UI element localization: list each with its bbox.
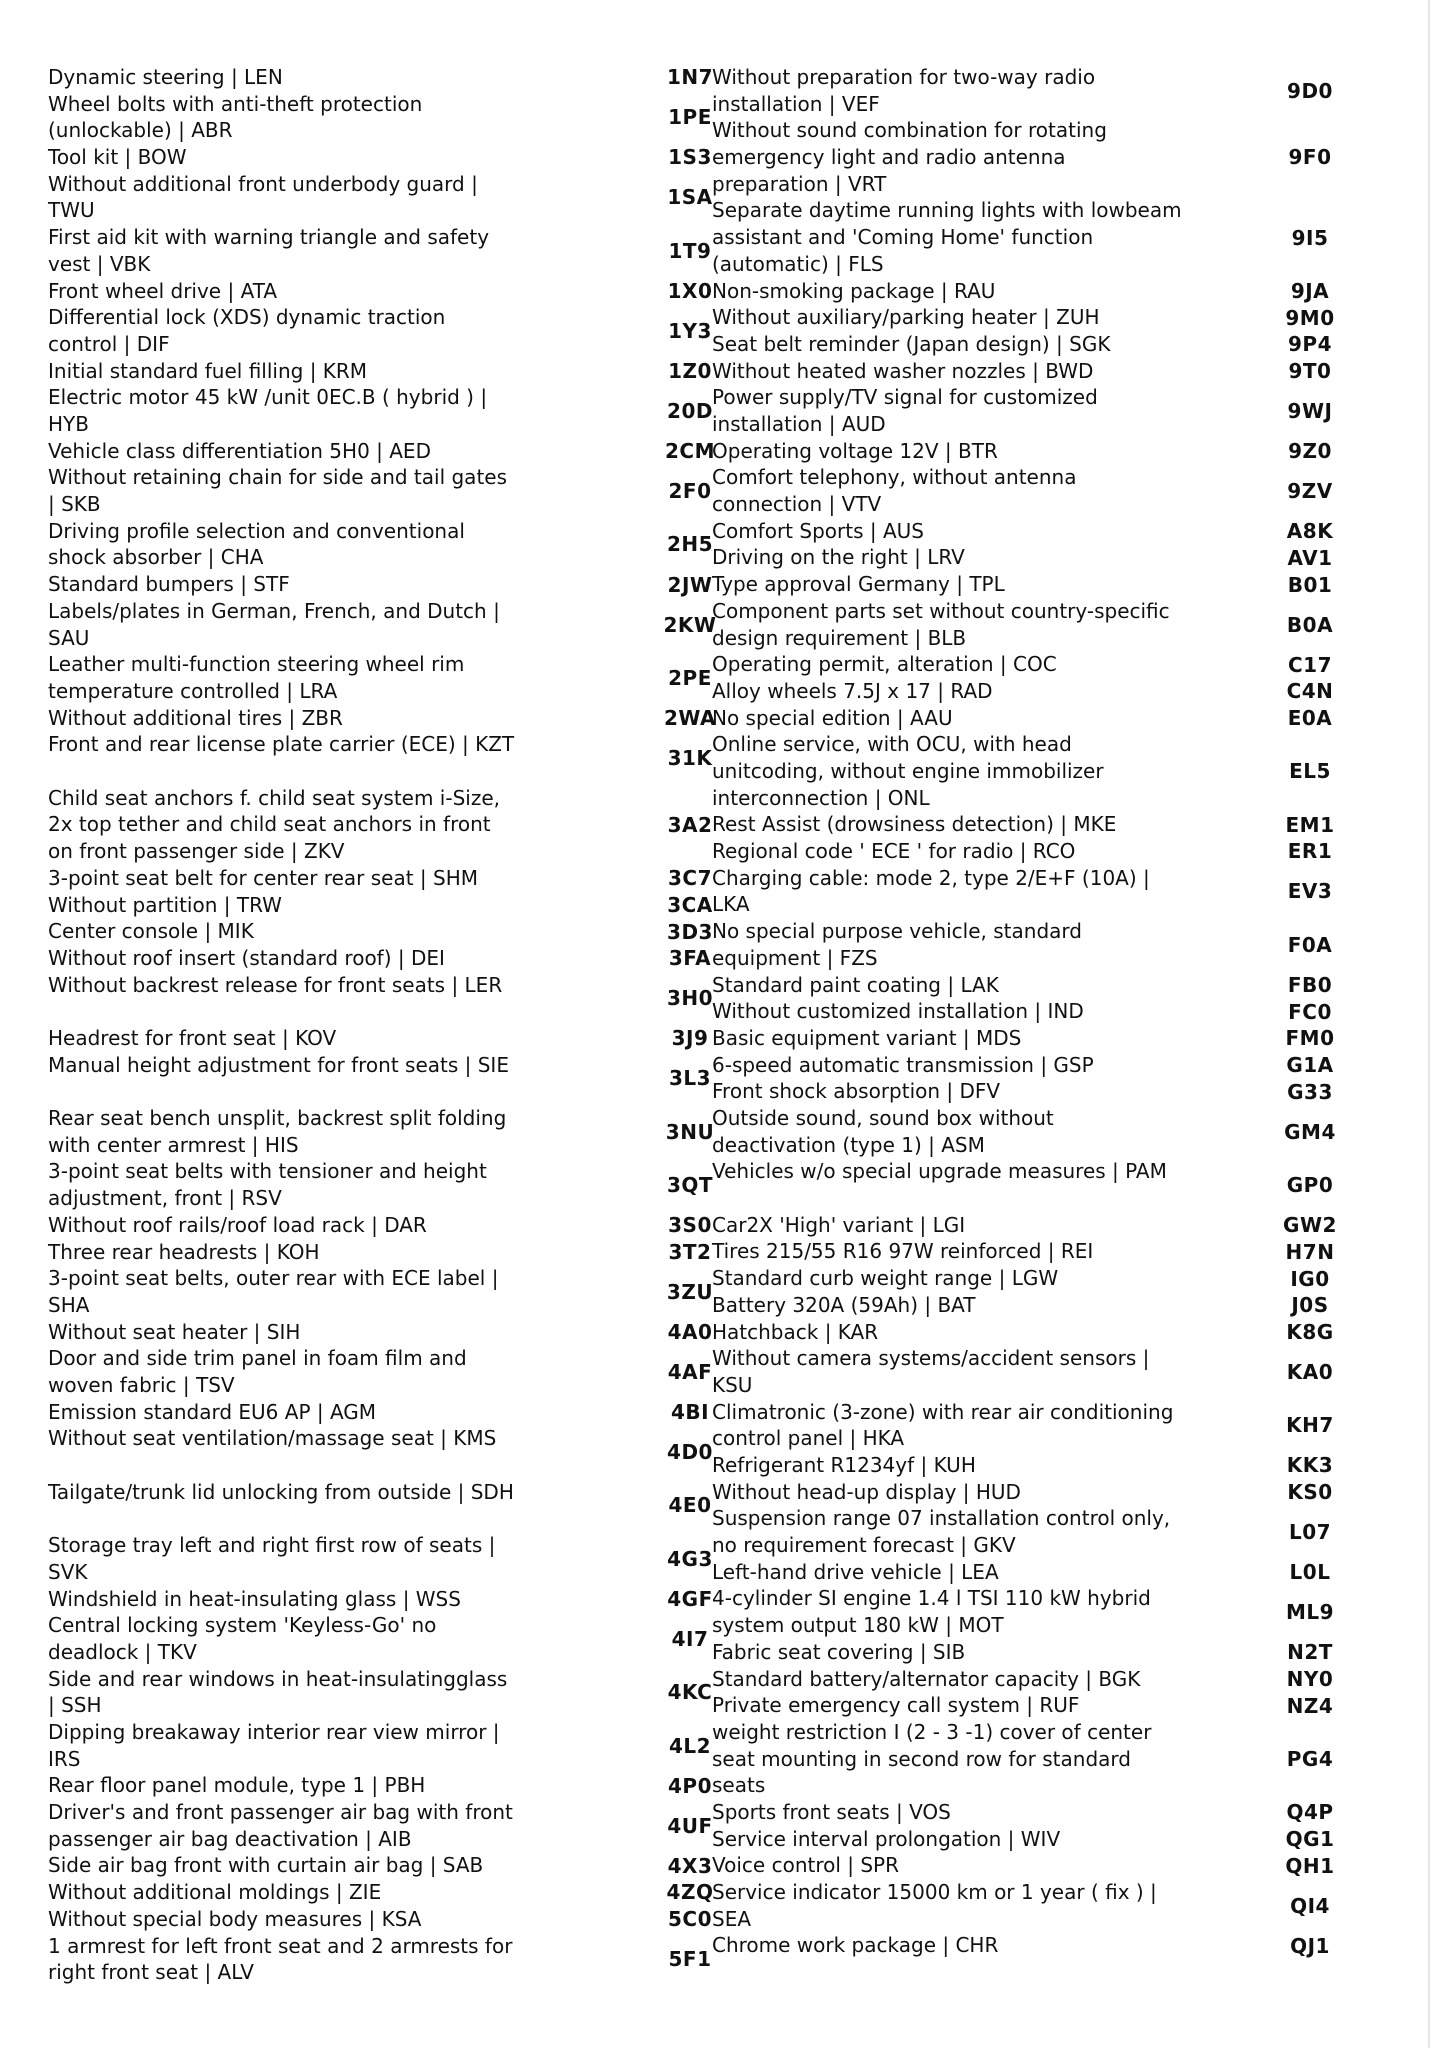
option-code: 31K bbox=[667, 746, 713, 771]
equipment-row bbox=[48, 1212, 712, 1239]
equipment-row bbox=[712, 1292, 1352, 1319]
equipment-description: Seat belt reminder (Japan design) | SGK bbox=[712, 331, 1111, 356]
equipment-description: Comfort Sports | AUS bbox=[712, 518, 924, 543]
option-code: 4UF bbox=[667, 1813, 713, 1838]
option-code: KK3 bbox=[1286, 1453, 1334, 1478]
equipment-row bbox=[48, 1799, 713, 1852]
equipment-row bbox=[48, 945, 712, 972]
equipment-row bbox=[712, 1932, 1352, 1959]
option-code: 9M0 bbox=[1285, 305, 1335, 330]
option-code: 3L3 bbox=[668, 1066, 712, 1091]
equipment-row bbox=[48, 358, 712, 385]
option-code: C4N bbox=[1286, 679, 1334, 704]
equipment-row bbox=[48, 1479, 712, 1532]
equipment-description: Outside sound, sound box without deactivation (type 1) | ASM bbox=[712, 1106, 1054, 1157]
option-code: 9WJ bbox=[1287, 399, 1333, 424]
option-code: 2WA bbox=[663, 705, 717, 730]
equipment-description: Driving profile selection and conventional shock absorber | CHA bbox=[48, 518, 465, 570]
equipment-row bbox=[48, 1772, 712, 1799]
option-code: 2H5 bbox=[666, 532, 714, 557]
equipment-row bbox=[48, 1612, 709, 1665]
option-code: 4I7 bbox=[671, 1626, 709, 1651]
equipment-row bbox=[712, 358, 1352, 385]
equipment-row bbox=[712, 1452, 1352, 1479]
option-code: 4GF bbox=[667, 1586, 713, 1611]
equipment-description: Electric motor 45 kW /unit 0EC.B ( hybrid ) | HYB bbox=[48, 385, 488, 437]
equipment-row bbox=[712, 1238, 1352, 1265]
option-code: 1Z0 bbox=[668, 358, 712, 383]
equipment-description: No special purpose vehicle, standard equipment | FZS bbox=[712, 919, 1082, 970]
equipment-description: Basic equipment variant | MDS bbox=[712, 1025, 1022, 1050]
option-code: 9Z0 bbox=[1288, 439, 1332, 464]
equipment-description: Driving on the right | LRV bbox=[712, 545, 965, 570]
option-code: 1PE bbox=[668, 105, 712, 130]
equipment-row bbox=[712, 838, 1352, 865]
equipment-description: Side and rear windows in heat-insulatingglass | SSH bbox=[48, 1666, 508, 1718]
option-code: GP0 bbox=[1286, 1173, 1334, 1198]
equipment-row bbox=[712, 1666, 1352, 1693]
equipment-description: Without sound combination for rotating emergency light and radio antenna preparation | VRT bbox=[712, 118, 1107, 196]
equipment-row bbox=[712, 1719, 1352, 1799]
equipment-description: Chrome work package | CHR bbox=[712, 1933, 999, 1958]
equipment-row bbox=[48, 918, 713, 945]
equipment-row bbox=[712, 865, 1352, 918]
equipment-description: 6-speed automatic transmission | GSP bbox=[712, 1052, 1094, 1077]
equipment-row bbox=[712, 304, 1352, 331]
option-code: 4E0 bbox=[668, 1493, 712, 1518]
option-code: GM4 bbox=[1284, 1119, 1336, 1144]
option-code: 4KC bbox=[667, 1680, 713, 1705]
equipment-description: First aid kit with warning triangle and safety vest | VBK bbox=[48, 225, 490, 276]
equipment-description: Without preparation for two-way radio installation | VEF bbox=[712, 65, 1096, 116]
equipment-description: Rest Assist (drowsiness detection) | MKE bbox=[712, 812, 1117, 837]
option-code: 2JW bbox=[667, 572, 713, 597]
equipment-row bbox=[712, 331, 1352, 358]
option-code: 1S3 bbox=[668, 145, 712, 170]
equipment-row bbox=[48, 438, 715, 465]
option-code: 3FA bbox=[668, 946, 712, 971]
equipment-row bbox=[712, 1052, 1352, 1079]
option-code: EL5 bbox=[1289, 759, 1331, 784]
equipment-description: Child seat anchors f. child seat system i-Size, 2x top tether and child seat anchors in front on front passenger side | ZKV bbox=[48, 785, 500, 864]
equipment-row bbox=[48, 1906, 712, 1933]
scan-edge-line bbox=[1428, 0, 1430, 2048]
equipment-row bbox=[712, 1826, 1352, 1853]
equipment-description: Without additional front underbody guard | TWU bbox=[48, 171, 478, 223]
equipment-description: Without head-up display | HUD bbox=[712, 1479, 1021, 1504]
equipment-row bbox=[48, 1666, 713, 1719]
option-code: 9JA bbox=[1290, 278, 1330, 303]
equipment-description: Leather multi-function steering wheel rim temperature controlled | LRA bbox=[48, 652, 465, 703]
equipment-description: 4-cylinder SI engine 1.4 l TSI 110 kW hybrid system output 180 kW | MOT bbox=[712, 1586, 1151, 1638]
equipment-row bbox=[48, 144, 712, 171]
equipment-description: 3-point seat belts with tensioner and height adjustment, front | RSV bbox=[48, 1159, 487, 1211]
equipment-description: Operating permit, alteration | COC bbox=[712, 652, 1057, 677]
equipment-description: Standard battery/alternator capacity | BGK bbox=[712, 1666, 1141, 1691]
equipment-description: Comfort telephony, without antenna connection | VTV bbox=[712, 465, 1077, 517]
equipment-description: Front shock absorption | DFV bbox=[712, 1079, 1001, 1104]
equipment-description: Side air bag front with curtain air bag | SAB bbox=[48, 1853, 484, 1878]
equipment-description: Windshield in heat-insulating glass | WSS bbox=[48, 1586, 461, 1611]
equipment-description: Separate daytime running lights with lowbeam assistant and 'Coming Home' function (automatic) | FLS bbox=[712, 198, 1182, 276]
option-code: 3S0 bbox=[668, 1213, 712, 1238]
equipment-row bbox=[48, 1399, 710, 1426]
option-code: H7N bbox=[1285, 1239, 1335, 1264]
equipment-row bbox=[712, 1158, 1352, 1211]
equipment-description: Without roof rails/roof load rack | DAR bbox=[48, 1212, 427, 1237]
option-code: B0A bbox=[1286, 612, 1334, 637]
option-code: AV1 bbox=[1287, 545, 1333, 570]
option-code: L07 bbox=[1288, 1520, 1332, 1545]
equipment-description: Door and side trim panel in foam film and woven fabric | TSV bbox=[48, 1346, 467, 1397]
equipment-description: Private emergency call system | RUF bbox=[712, 1693, 1080, 1718]
equipment-description: Tailgate/trunk lid unlocking from outside | SDH bbox=[48, 1479, 514, 1504]
option-code: KA0 bbox=[1286, 1359, 1334, 1384]
equipment-description: Non-smoking package | RAU bbox=[712, 278, 996, 303]
option-code: 9I5 bbox=[1291, 225, 1329, 250]
option-code: 3D3 bbox=[667, 919, 713, 944]
equipment-description: Alloy wheels 7.5J x 17 | RAD bbox=[712, 678, 993, 703]
option-code: 3J9 bbox=[671, 1026, 709, 1051]
equipment-description: 1 armrest for left front seat and 2 armrests for right front seat | ALV bbox=[48, 1933, 513, 1985]
option-code: Q4P bbox=[1286, 1800, 1334, 1825]
equipment-description: Without special body measures | KSA bbox=[48, 1906, 422, 1931]
equipment-description: Left-hand drive vehicle | LEA bbox=[712, 1559, 999, 1584]
equipment-description: Regional code ' ECE ' for radio | RCO bbox=[712, 839, 1076, 864]
option-code: G33 bbox=[1287, 1079, 1333, 1104]
option-code: 3ZU bbox=[666, 1279, 714, 1304]
option-code: 9F0 bbox=[1288, 145, 1332, 170]
equipment-description: Front and rear license plate carrier (ECE) | KZT bbox=[48, 732, 515, 757]
equipment-row bbox=[712, 1399, 1352, 1452]
option-code: EV3 bbox=[1287, 879, 1333, 904]
equipment-row bbox=[712, 972, 1352, 999]
option-code: 2KW bbox=[663, 612, 717, 637]
option-code: QG1 bbox=[1285, 1827, 1335, 1852]
option-code: FC0 bbox=[1288, 999, 1332, 1024]
option-code: ER1 bbox=[1287, 839, 1333, 864]
option-code: 3H0 bbox=[666, 986, 714, 1011]
equipment-description: Without roof insert (standard roof) | DEI bbox=[48, 945, 445, 970]
equipment-row bbox=[48, 464, 712, 517]
equipment-description: Emission standard EU6 AP | AGM bbox=[48, 1399, 377, 1424]
equipment-row bbox=[712, 651, 1352, 678]
option-code: 9ZV bbox=[1287, 479, 1333, 504]
option-code: 4G3 bbox=[667, 1546, 713, 1571]
equipment-description: Without customized installation | IND bbox=[712, 999, 1084, 1024]
equipment-description: Vehicles w/o special upgrade measures | PAM bbox=[712, 1159, 1167, 1184]
option-code: 20D bbox=[667, 399, 713, 423]
equipment-row bbox=[48, 1933, 712, 1986]
equipment-row bbox=[48, 224, 712, 277]
equipment-row bbox=[48, 865, 712, 892]
equipment-description: Rear floor panel module, type 1 | PBH bbox=[48, 1773, 426, 1798]
equipment-row bbox=[48, 1879, 714, 1906]
equipment-row bbox=[48, 892, 713, 919]
equipment-row bbox=[712, 1479, 1352, 1506]
option-code: 2CM bbox=[665, 439, 715, 464]
equipment-description: Without auxiliary/parking heater | ZUH bbox=[712, 305, 1100, 330]
equipment-list-left bbox=[48, 64, 717, 1986]
equipment-description: Climatronic (3-zone) with rear air conditioning control panel | HKA bbox=[712, 1399, 1174, 1451]
option-code: N2T bbox=[1287, 1640, 1333, 1665]
option-code: IG0 bbox=[1290, 1266, 1330, 1291]
option-code: NY0 bbox=[1286, 1666, 1334, 1691]
option-code: 5F1 bbox=[668, 1947, 712, 1972]
option-code: 3T2 bbox=[668, 1239, 712, 1264]
equipment-row bbox=[48, 1532, 713, 1585]
option-code: 1X0 bbox=[667, 278, 713, 303]
equipment-list-right bbox=[712, 64, 1352, 1959]
equipment-description: Manual height adjustment for front seats | SIE bbox=[48, 1052, 509, 1077]
option-code: 3QT bbox=[666, 1173, 714, 1198]
equipment-row bbox=[712, 438, 1352, 465]
equipment-row bbox=[48, 1425, 713, 1478]
option-code: C17 bbox=[1287, 652, 1332, 677]
option-code: QI4 bbox=[1290, 1893, 1330, 1918]
equipment-description: Front wheel drive | ATA bbox=[48, 278, 278, 303]
equipment-row bbox=[712, 731, 1352, 811]
equipment-row bbox=[712, 1078, 1352, 1105]
equipment-row bbox=[48, 785, 713, 865]
equipment-row bbox=[48, 304, 712, 357]
equipment-description: Wheel bolts with anti-theft protection (unlockable) | ABR bbox=[48, 91, 423, 143]
equipment-description: Service indicator 15000 km or 1 year ( fix ) | SEA bbox=[712, 1880, 1157, 1931]
equipment-description: Operating voltage 12V | BTR bbox=[712, 438, 998, 463]
equipment-description: weight restriction I (2 - 3 -1) cover of center seat mounting in second row for standard seats bbox=[712, 1719, 1152, 1798]
equipment-description: Tool kit | BOW bbox=[48, 145, 187, 170]
option-code: B01 bbox=[1287, 572, 1333, 597]
equipment-description: Suspension range 07 installation control only, no requirement forecast | GKV bbox=[712, 1506, 1171, 1558]
equipment-row bbox=[48, 1052, 712, 1105]
option-code: J0S bbox=[1291, 1293, 1329, 1318]
equipment-description: Standard bumpers | STF bbox=[48, 572, 290, 597]
option-code: A8K bbox=[1286, 519, 1334, 544]
equipment-description: No special edition | AAU bbox=[712, 705, 953, 730]
equipment-description: Without partition | TRW bbox=[48, 892, 282, 917]
option-code: FB0 bbox=[1287, 972, 1333, 997]
equipment-row bbox=[48, 1345, 713, 1398]
equipment-row bbox=[48, 1586, 713, 1613]
equipment-row bbox=[48, 1265, 714, 1318]
equipment-row bbox=[712, 64, 1352, 117]
equipment-row bbox=[48, 651, 712, 704]
equipment-description: Three rear headrests | KOH bbox=[48, 1239, 320, 1264]
option-code: 1T9 bbox=[668, 238, 712, 263]
equipment-description: Without seat heater | SIH bbox=[48, 1319, 301, 1344]
option-code: L0L bbox=[1289, 1560, 1331, 1585]
equipment-description: Vehicle class differentiation 5H0 | AED bbox=[48, 438, 431, 463]
equipment-row bbox=[48, 1319, 713, 1346]
equipment-description: Driver's and front passenger air bag with front passenger air bag deactivation | AIB bbox=[48, 1800, 513, 1851]
equipment-row bbox=[48, 705, 717, 732]
equipment-row bbox=[712, 1879, 1352, 1932]
equipment-row bbox=[712, 544, 1352, 571]
option-code: NZ4 bbox=[1286, 1693, 1334, 1718]
equipment-row bbox=[712, 598, 1352, 651]
equipment-description: Initial standard fuel filling | KRM bbox=[48, 358, 368, 383]
option-code: 4AF bbox=[667, 1359, 713, 1384]
equipment-description: Center console | MIK bbox=[48, 919, 254, 944]
option-code: 1SA bbox=[667, 185, 713, 210]
equipment-row bbox=[712, 1105, 1352, 1158]
option-code: 4A0 bbox=[667, 1319, 713, 1344]
option-code: 4D0 bbox=[667, 1440, 713, 1465]
equipment-row bbox=[712, 571, 1352, 598]
equipment-row bbox=[712, 1319, 1352, 1346]
equipment-row bbox=[48, 171, 713, 224]
equipment-row bbox=[712, 278, 1352, 305]
equipment-description: Differential lock (XDS) dynamic traction control | DIF bbox=[48, 305, 446, 356]
equipment-row bbox=[712, 918, 1352, 971]
option-code: 4ZQ bbox=[666, 1880, 714, 1905]
equipment-description: Without seat ventilation/massage seat | KMS bbox=[48, 1426, 497, 1451]
equipment-row bbox=[712, 197, 1352, 277]
equipment-row bbox=[712, 1559, 1352, 1586]
equipment-description: Car2X 'High' variant | LGI bbox=[712, 1212, 966, 1237]
equipment-row bbox=[48, 1025, 709, 1052]
equipment-description: Standard curb weight range | LGW bbox=[712, 1266, 1059, 1291]
equipment-description: Service interval prolongation | WIV bbox=[712, 1826, 1061, 1851]
equipment-row bbox=[712, 117, 1352, 197]
equipment-description: Without backrest release for front seats | LER bbox=[48, 972, 503, 997]
option-code: ML9 bbox=[1285, 1600, 1335, 1625]
equipment-row bbox=[48, 384, 713, 437]
equipment-description: Hatchback | KAR bbox=[712, 1319, 879, 1344]
equipment-row bbox=[48, 1852, 713, 1879]
equipment-description: Without additional moldings | ZIE bbox=[48, 1880, 382, 1905]
equipment-row bbox=[48, 1158, 714, 1211]
equipment-description: Rear seat bench unsplit, backrest split folding with center armrest | HIS bbox=[48, 1106, 507, 1157]
equipment-row bbox=[48, 278, 713, 305]
equipment-description: Headrest for front seat | KOV bbox=[48, 1025, 337, 1050]
option-code: K8G bbox=[1286, 1319, 1334, 1344]
option-code: 9D0 bbox=[1287, 78, 1333, 103]
equipment-description: Without additional tires | ZBR bbox=[48, 705, 343, 730]
option-code: 4X3 bbox=[667, 1853, 713, 1878]
equipment-row bbox=[712, 1692, 1352, 1719]
equipment-description: Voice control | SPR bbox=[712, 1853, 900, 1878]
equipment-description: Central locking system 'Keyless-Go' no deadlock | TKV bbox=[48, 1613, 437, 1664]
option-code: KH7 bbox=[1286, 1413, 1334, 1438]
equipment-row bbox=[712, 998, 1352, 1025]
option-code: 4P0 bbox=[668, 1773, 712, 1798]
equipment-description: Dynamic steering | LEN bbox=[48, 65, 283, 89]
equipment-row bbox=[712, 1639, 1352, 1666]
equipment-row bbox=[712, 811, 1352, 838]
option-code: 4L2 bbox=[668, 1733, 712, 1758]
equipment-row bbox=[48, 598, 717, 651]
option-code: 2F0 bbox=[668, 479, 712, 504]
equipment-row bbox=[48, 731, 713, 784]
option-code: 2PE bbox=[668, 665, 712, 690]
equipment-row bbox=[712, 1265, 1352, 1292]
equipment-description: Online service, with OCU, with head unitcoding, without engine immobilizer interconnection | ONL bbox=[712, 732, 1104, 810]
equipment-description: Battery 320A (59Ah) | BAT bbox=[712, 1292, 976, 1317]
option-code: 1Y3 bbox=[668, 318, 712, 343]
option-code: 4BI bbox=[670, 1400, 710, 1424]
equipment-description: Tires 215/55 R16 97W reinforced | REI bbox=[712, 1239, 1094, 1264]
equipment-row bbox=[712, 705, 1352, 732]
equipment-row bbox=[712, 518, 1352, 545]
option-code: F0A bbox=[1287, 932, 1333, 957]
option-code: QJ1 bbox=[1290, 1933, 1330, 1958]
equipment-row bbox=[712, 1345, 1352, 1398]
option-code: KS0 bbox=[1287, 1480, 1333, 1505]
equipment-row bbox=[48, 64, 714, 91]
equipment-row bbox=[712, 384, 1352, 437]
equipment-description: Dipping breakaway interior rear view mirror | IRS bbox=[48, 1719, 500, 1771]
option-code: PG4 bbox=[1286, 1746, 1334, 1771]
equipment-description: Without heated washer nozzles | BWD bbox=[712, 358, 1094, 383]
equipment-description: Labels/plates in German, French, and Dutch | SAU bbox=[48, 598, 500, 650]
option-code: G1A bbox=[1286, 1052, 1334, 1077]
option-code: 3C7 bbox=[667, 866, 712, 891]
equipment-description: Charging cable: mode 2, type 2/E+F (10A) | LKA bbox=[712, 865, 1150, 917]
equipment-row bbox=[712, 1025, 1352, 1052]
equipment-description: Storage tray left and right first row of seats | SVK bbox=[48, 1533, 496, 1584]
equipment-row bbox=[712, 1799, 1352, 1826]
equipment-row bbox=[48, 1719, 712, 1772]
equipment-description: Standard paint coating | LAK bbox=[712, 972, 999, 997]
equipment-description: Type approval Germany | TPL bbox=[712, 572, 1005, 597]
option-code: 3NU bbox=[665, 1119, 715, 1144]
option-code: 3CA bbox=[667, 892, 713, 917]
equipment-description: Refrigerant R1234yf | KUH bbox=[712, 1453, 976, 1477]
option-code: FM0 bbox=[1285, 1026, 1335, 1051]
equipment-description: Fabric seat covering | SIB bbox=[712, 1639, 966, 1664]
equipment-row bbox=[712, 1585, 1352, 1638]
equipment-description: Without retaining chain for side and tail gates | SKB bbox=[48, 465, 508, 517]
equipment-description: 3-point seat belts, outer rear with ECE label | SHA bbox=[48, 1266, 499, 1317]
equipment-row bbox=[48, 1239, 712, 1266]
equipment-row bbox=[712, 1505, 1352, 1558]
equipment-row bbox=[48, 518, 714, 571]
equipment-row bbox=[712, 1212, 1352, 1239]
option-code: E0A bbox=[1287, 705, 1333, 730]
equipment-row bbox=[48, 1105, 715, 1158]
equipment-description: Component parts set without country-specific design requirement | BLB bbox=[712, 598, 1170, 650]
equipment-description: Sports front seats | VOS bbox=[712, 1800, 951, 1824]
equipment-row bbox=[48, 972, 714, 1025]
equipment-row bbox=[712, 464, 1352, 517]
option-code: 9P4 bbox=[1288, 332, 1332, 357]
option-code: QH1 bbox=[1285, 1853, 1335, 1878]
equipment-description: Power supply/TV signal for customized installation | AUD bbox=[712, 385, 1098, 437]
option-code: 1N7 bbox=[666, 65, 714, 90]
equipment-description: Without camera systems/accident sensors | KSU bbox=[712, 1346, 1150, 1397]
equipment-row bbox=[712, 1852, 1352, 1879]
option-code: GW2 bbox=[1283, 1213, 1337, 1238]
option-code: 3A2 bbox=[667, 812, 713, 837]
option-code: 9T0 bbox=[1288, 358, 1332, 383]
option-code: EM1 bbox=[1285, 812, 1335, 837]
equipment-row bbox=[48, 571, 713, 598]
equipment-row bbox=[48, 91, 712, 144]
equipment-row bbox=[712, 678, 1352, 705]
option-code: 5C0 bbox=[667, 1907, 712, 1932]
equipment-description: 3-point seat belt for center rear seat | SHM bbox=[48, 865, 478, 890]
